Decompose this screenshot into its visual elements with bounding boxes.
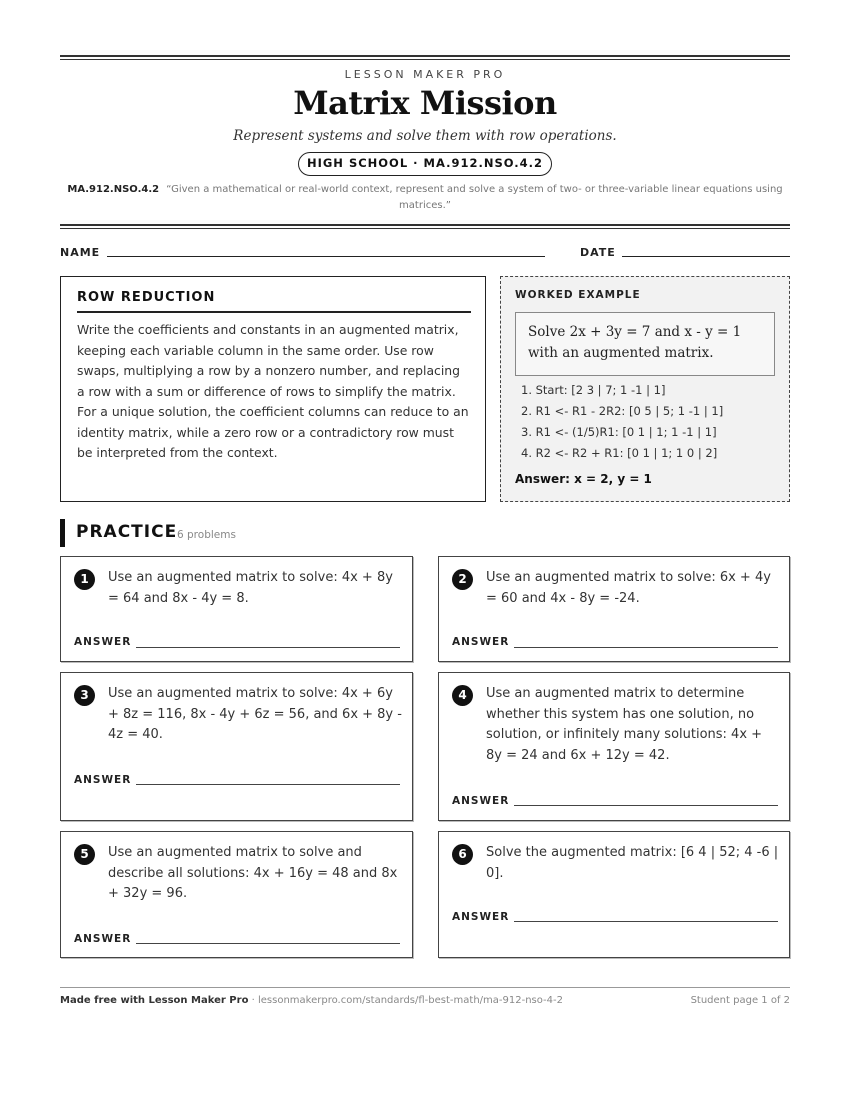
standard-description [60,182,790,214]
problem-number-badge: 3 [74,685,95,706]
problem-number-badge: 2 [452,569,473,590]
practice-problem-2 [438,556,790,662]
footer-made-with: Made free with Lesson Maker Pro [60,995,249,1006]
practice-problem-6 [438,831,790,958]
practice-title: PRACTICE [76,522,178,542]
worked-example-step: 3. R1 <- (1/5)R1: [0 1 | 1; 1 -1 | 1] [521,425,717,439]
worked-example-step: 1. Start: [2 3 | 7; 1 -1 | 1] [521,383,666,397]
brand-name: LESSON MAKER PRO [344,68,506,81]
problem-text: Solve the augmented matrix: [6 4 | 52; 4 -6 | 0]. [486,845,779,881]
answer-line[interactable] [136,784,400,785]
practice-accent-bar [60,519,65,547]
row-reduction-title: ROW REDUCTION [77,290,471,313]
answer-line[interactable] [514,647,778,648]
name-field[interactable] [107,256,545,257]
footer-credit [60,995,563,1006]
problem-text: Use an augmented matrix to solve: 4x + 6y + 8z = 116, 8x - 4y + 6z = 56, and 6x + 8y - 4z = 40. [108,686,402,743]
problem-number-badge: 6 [452,844,473,865]
header-bottom-divider [60,224,790,229]
worked-example-title: WORKED EXAMPLE [515,289,641,301]
problem-number-badge: 1 [74,569,95,590]
problem-number-badge: 4 [452,685,473,706]
date-field[interactable] [622,256,790,257]
worked-example-steps [521,380,723,464]
problem-text: Use an augmented matrix to solve: 4x + 8y = 64 and 8x - 4y = 8. [108,570,393,606]
page-subtitle: Represent systems and solve them with row operations. [233,128,617,144]
worked-example-answer: Answer: x = 2, y = 1 [515,472,652,486]
answer-label: ANSWER [452,636,510,648]
answer-label: ANSWER [74,774,132,786]
answer-label: ANSWER [74,933,132,945]
name-label: NAME [60,246,101,259]
date-label: DATE [580,246,616,259]
row-reduction-box [60,276,486,502]
worked-example-step: 2. R1 <- R1 - 2R2: [0 5 | 5; 1 -1 | 1] [521,404,724,418]
footer-page-number: Student page 1 of 2 [690,995,790,1006]
practice-problem-5 [60,831,413,958]
footer-url[interactable]: · lessonmakerpro.com/standards/fl-best-math/ma-912-nso-4-2 [251,995,563,1006]
answer-line[interactable] [514,805,778,806]
problem-number-badge: 5 [74,844,95,865]
answer-line[interactable] [136,647,400,648]
worked-example-box [500,276,790,502]
practice-problem-1 [60,556,413,662]
practice-problem-3 [60,672,413,821]
worked-example-problem: Solve 2x + 3y = 7 and x - y = 1 with an augmented matrix. [515,312,775,376]
problem-text: Use an augmented matrix to determine whether this system has one solution, no solution, or infinitely many solutions: 4x + 8y = 24 and 6x + 12y = 42. [486,686,763,764]
page-title: Matrix Mission [293,84,557,122]
answer-line[interactable] [136,943,400,944]
standard-code: MA.912.NSO.4.2 [67,184,160,195]
grade-standard-badge: HIGH SCHOOL · MA.912.NSO.4.2 [298,152,552,176]
practice-count: 6 problems [177,529,236,541]
row-reduction-body: Write the coefficients and constants in an augmented matrix, keeping each variable column in the same order. Use row swaps, multiplying a row by a nonzero number, and replacing a row with a sum or difference of rows to simplify the matrix. For a unique solution, the coefficient columns can reduce to an identity matrix, while a zero row or a contradictory row must be interpreted from the context. [77,322,469,460]
worked-example-step: 4. R2 <- R2 + R1: [0 1 | 1; 1 0 | 2] [521,446,718,460]
problem-text: Use an augmented matrix to solve: 6x + 4y = 60 and 4x - 8y = -24. [486,570,771,606]
standard-text: “Given a mathematical or real-world context, represent and solve a system of two- or three-variable linear equations using matrices.” [166,184,783,211]
footer-divider [60,987,790,988]
answer-label: ANSWER [452,911,510,923]
practice-problem-4 [438,672,790,821]
answer-line[interactable] [514,921,778,922]
answer-label: ANSWER [74,636,132,648]
problem-text: Use an augmented matrix to solve and describe all solutions: 4x + 16y = 48 and 8x + 32y = 96. [108,845,398,902]
answer-label: ANSWER [452,795,510,807]
top-divider [60,55,790,60]
